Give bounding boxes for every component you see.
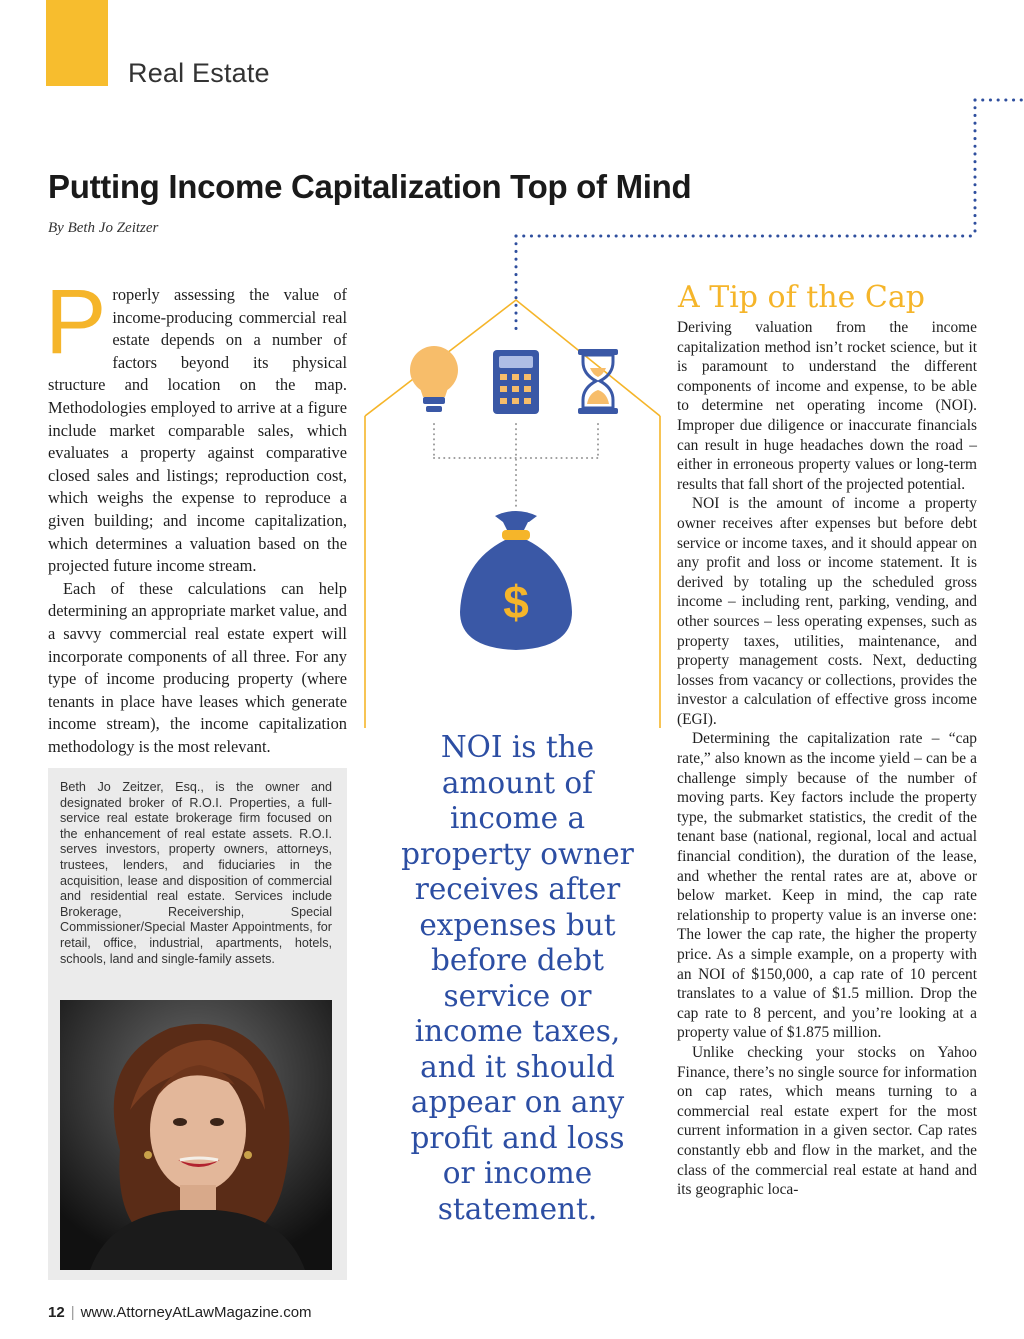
money-bag-icon: [460, 511, 572, 650]
author-bio: Beth Jo Zeitzer, Esq., is the owner and designated broker of R.O.I. Properties, a full-service real estate brokerage firm focused on the enhancement of real estate assets. R.O.I. serves investors, property owners, attorneys, trustees, lenders, and fiduciaries in the acquisition, lease and disposition of commercial and residential real estate. Services include Brokerage, Receivership, Special Commissioner/Special Master Appointments, for retail, office, industrial, apartments, hotels, schools, land and single-family assets.: [60, 780, 332, 966]
sidebar-paragraph-2: NOI is the amount of income a property owner receives after expenses but before debt service or income taxes, and it should appear on any profit and loss or income statement. It is derived by totaling up the scheduled gross income – including rent, parking, vending, and other sources – less operating expenses, such as property taxes, utilities, maintenance, and property management costs. Next, deducting losses from vacancy or collections, provides the investor a calculation of effective gross income (EGI).: [677, 495, 977, 728]
connector-lines: [434, 424, 598, 508]
footer-separator: |: [70, 1304, 75, 1321]
pull-quote: NOI is the amount of income a property owner receives after expenses but before debt service or income taxes, and it should appear on any profit and loss or income statement.: [401, 730, 634, 1226]
article-body: [45, 271, 347, 758]
author-photo: [60, 1000, 332, 1270]
sidebar-paragraph-3: Determining the capitalization rate – “cap rate,” also known as the income yield – can be a challenge simply because of the number of moving parts. Key factors include the property type, the submarket statistics, the credit of the tenant base (national, regional, local and actual financial condition), the duration of the lease, and whether the rental rates are at, above or below market. Keep in mind, the cap rate relationship to property value is an inverse one: The lower the cap rate, the higher the property price. As a simple example, on a property with an NOI of $150,000, a cap rate of 10 percent translates to a value of $1.5 million. Drop the cap rate to 8 percent, and you’re looking at a property value of $1.875 million.: [677, 730, 977, 1042]
calculator-icon: [493, 350, 539, 414]
lightbulb-icon: [410, 346, 458, 412]
sidebar-body: [677, 318, 977, 1200]
hourglass-icon: [578, 349, 618, 414]
section-label: Real Estate: [128, 58, 270, 88]
article-title: Putting Income Capitalization Top of Mind: [48, 168, 692, 205]
page-number: 12: [48, 1304, 65, 1321]
footer-website[interactable]: www.AttorneyAtLawMagazine.com: [80, 1304, 312, 1321]
sidebar-paragraph-1: Deriving valuation from the income capitalization method isn’t rocket science, but it is paramount to understand the different components of income and expense, to be able to determine net operating income (NOI). Improper due diligence or inaccurate financials can result in huge headaches down the road – either in erroneous property values or long-term results that fall short of the projected potential.: [677, 319, 977, 493]
article-paragraph-2: Each of these calculations can help determining an appropriate market value, and a savvy commercial real estate expert will incorporate components of all three. For any type of income producing property (where tenants in place have leases which generate income stream), the income capitalization methodology is the most relevant.: [48, 578, 347, 756]
sidebar-paragraph-4: Unlike checking your stocks on Yahoo Finance, there’s no single source for information on cap rates, which means turning to a commercial real estate expert for the most current information in a given sector. Cap rates constantly ebb and flow in the market, and the class of the commercial real estate at hand and its geographic loca-: [677, 1043, 977, 1199]
sidebar-heading: A Tip of the Cap: [678, 280, 925, 315]
byline: By Beth Jo Zeitzer: [48, 220, 159, 236]
dollar-sign: $: [503, 576, 529, 628]
drop-cap: P: [45, 271, 107, 373]
article-paragraph-1-text: roperly assessing the value of income-producing commercial real estate depends on a number of factors beyond its physical structure and location on the map. Methodologies employed to arrive at a figure include market comparable sales, which evaluates a property against comparative closed sales and listings; reproduction cost, which weighs the expense to reproduce a given building; and income capitalization, which determines a valuation based on the projected future income stream.: [48, 285, 347, 576]
article-paragraph-1: [45, 271, 347, 578]
page-footer: [48, 1304, 312, 1321]
